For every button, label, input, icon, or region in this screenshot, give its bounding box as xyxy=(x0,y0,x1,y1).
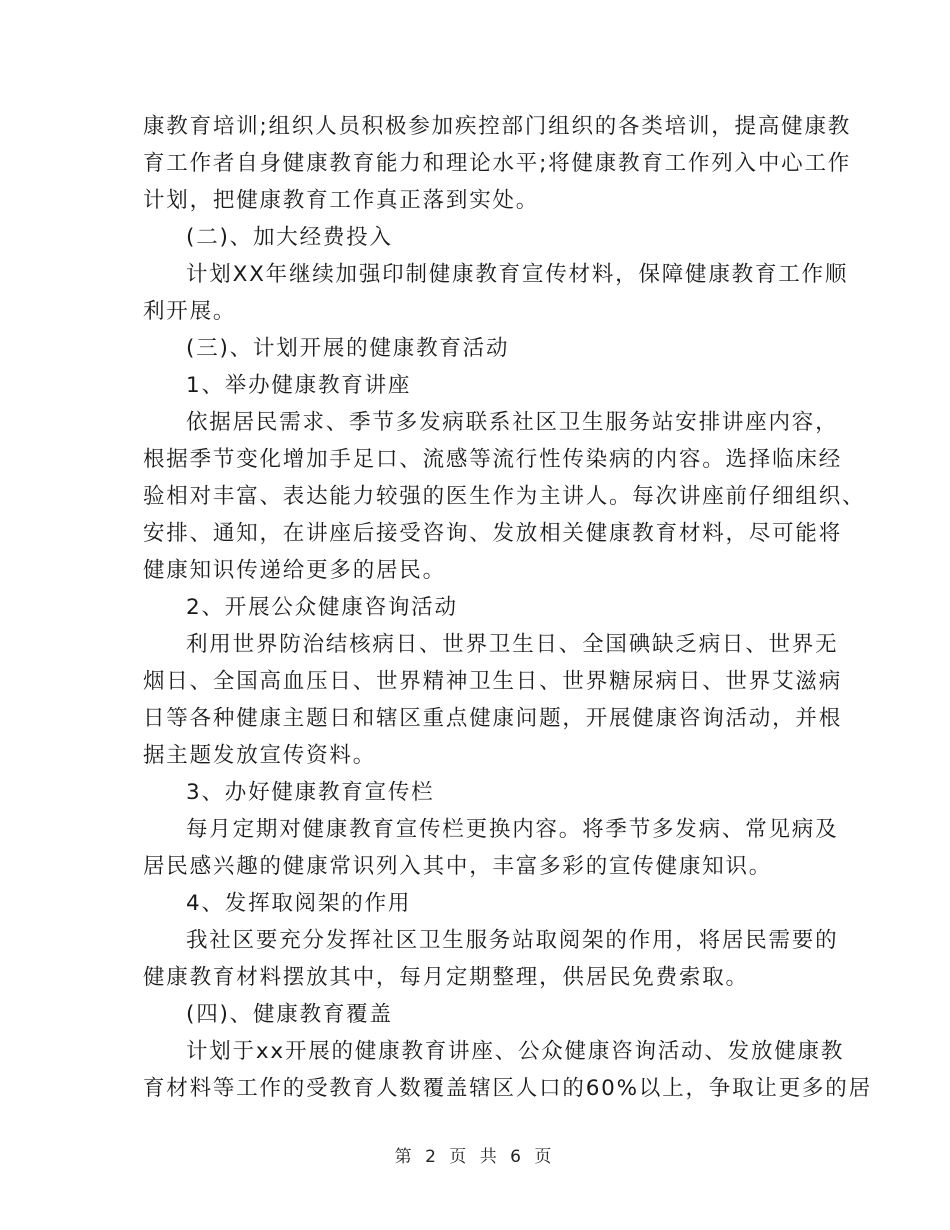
text-line: 计划，把健康教育工作真正落到实处。 xyxy=(143,188,540,213)
text-line: (二)、加大经费投入 xyxy=(186,225,393,250)
text-line: 居民感兴趣的健康常识列入其中，丰富多彩的宣传健康知识。 xyxy=(143,854,773,879)
text-line: 2、开展公众健康咨询活动 xyxy=(186,595,458,620)
text-line: 安排、通知，在讲座后接受咨询、发放相关健康教育材料，尽可能将 xyxy=(143,521,843,546)
text-line: 利开展。 xyxy=(143,299,237,324)
text-line: 据主题发放宣传资料。 xyxy=(143,743,377,768)
text-line: 我社区要充分发挥社区卫生服务站取阅架的作用，将居民需要的 xyxy=(186,928,839,953)
text-line: 计划XX年继续加强印制健康教育宣传材料，保障健康教育工作顺 xyxy=(186,262,849,287)
document-body xyxy=(143,108,872,1107)
text-line: 育材料等工作的受教育人数覆盖辖区人口的60%以上，争取让更多的居 xyxy=(143,1076,872,1101)
text-line: 利用世界防治结核病日、世界卫生日、全国碘缺乏病日、世界无 xyxy=(186,632,839,657)
text-line: 1、举办健康教育讲座 xyxy=(186,373,412,398)
text-line: 健康教育材料摆放其中，每月定期整理，供居民免费索取。 xyxy=(143,965,749,990)
text-line: 计划于xx开展的健康教育讲座、公众健康咨询活动、发放健康教 xyxy=(186,1039,845,1064)
text-line: 验相对丰富、表达能力较强的医生作为主讲人。每次讲座前仔细组织、 xyxy=(143,484,866,509)
text-line: 3、办好健康教育宣传栏 xyxy=(186,780,435,805)
text-line: 4、发挥取阅架的作用 xyxy=(186,891,412,916)
text-line: (三)、计划开展的健康教育活动 xyxy=(186,336,510,361)
text-line: 依据居民需求、季节多发病联系社区卫生服务站安排讲座内容， xyxy=(186,410,839,435)
text-line: 健康知识传递给更多的居民。 xyxy=(143,558,446,583)
text-line: 育工作者自身健康教育能力和理论水平;将健康教育工作列入中心工作 xyxy=(143,151,852,176)
text-line: 烟日、全国高血压日、世界精神卫生日、世界糖尿病日、世界艾滋病 xyxy=(143,669,843,694)
text-line: 根据季节变化增加手足口、流感等流行性传染病的内容。选择临床经 xyxy=(143,447,843,472)
text-line: 日等各种健康主题日和辖区重点健康问题，开展健康咨询活动，并根 xyxy=(143,706,843,731)
page-footer: 第 2 页 共 6 页 xyxy=(394,1147,556,1167)
text-line: 每月定期对健康教育宣传栏更换内容。将季节多发病、常见病及 xyxy=(186,817,839,842)
text-line: 康教育培训;组织人员积极参加疾控部门组织的各类培训，提高健康教 xyxy=(143,114,852,139)
text-line: (四)、健康教育覆盖 xyxy=(186,1002,393,1027)
